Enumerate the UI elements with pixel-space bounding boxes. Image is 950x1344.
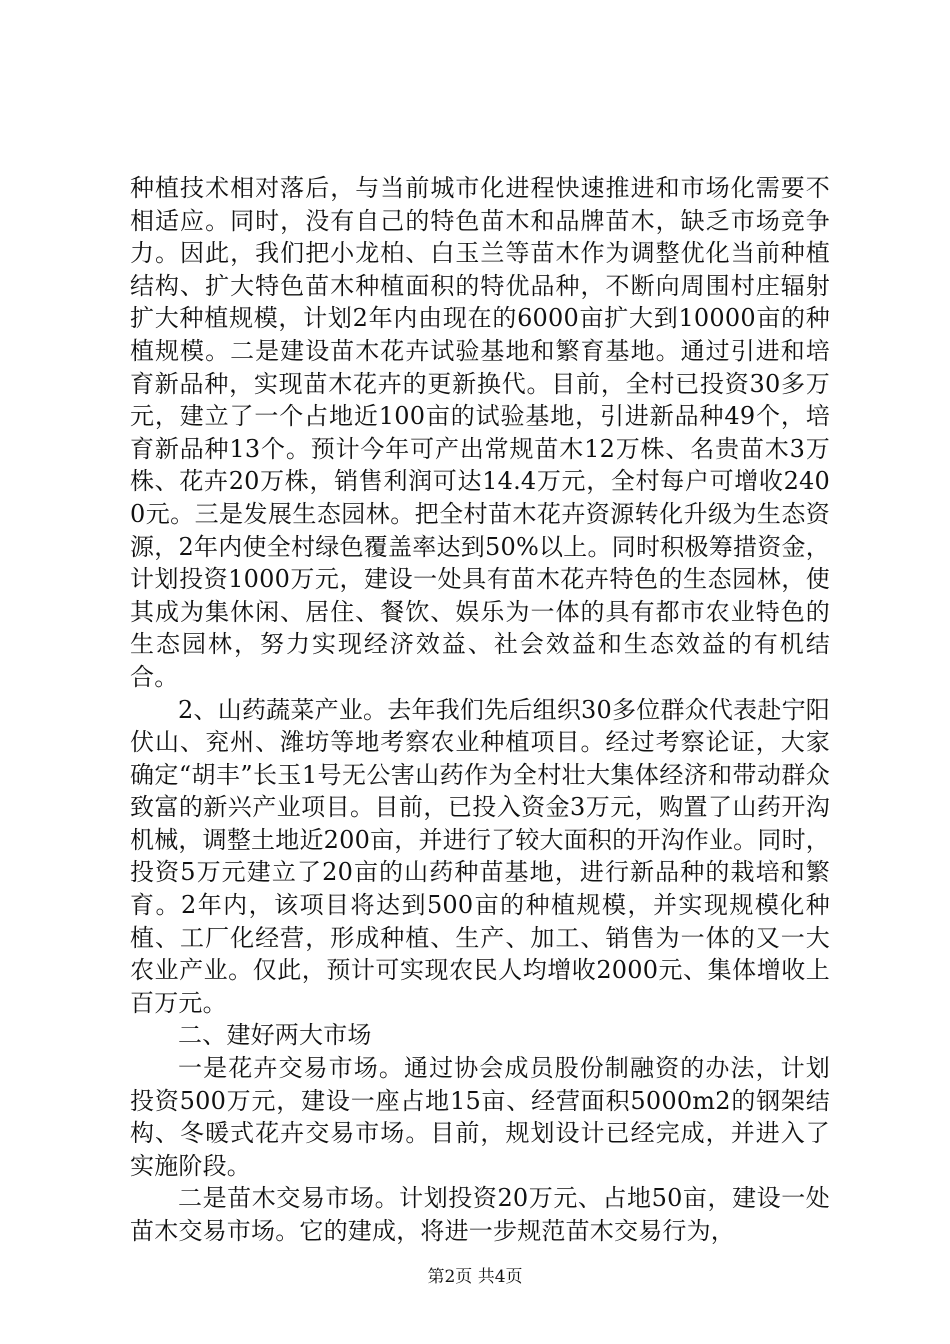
page-footer: 第2页 共4页 xyxy=(427,1267,523,1287)
paragraph-seedling-market: 二是苗木交易市场。计划投资20万元、占地50亩，建设一处苗木交易市场。它的建成，将进一步规范苗木交易行为， xyxy=(130,1184,830,1245)
paragraph-yam-vegetable-industry: 2、山药蔬菜产业。去年我们先后组织30多位群众代表赴宁阳伏山、兖州、潍坊等地考察农业种植项目。经过考察论证，大家确定“胡丰”长玉1号无公害山药作为全村壮大集体经济和带动群众致富的新兴产业项目。目前，已投入资金3万元，购置了山药开沟机械，调整土地近200亩，并进行了较大面积的开沟作业。同时，投资5万元建立了20亩的山药种苗基地，进行新品种的栽培和繁育。2年内，该项目将达到500亩的种植规模，并实现规模化种植、工厂化经营，形成种植、生产、加工、销售为一体的又一大农业产业。仅此，预计可实现农民人均增收2000元、集体增收上百万元。 xyxy=(130,695,830,1017)
section-heading-two-markets: 二、建好两大市场 xyxy=(178,1021,372,1050)
paragraph-flower-market: 一是花卉交易市场。通过协会成员股份制融资的办法，计划投资500万元，建设一座占地15亩、经营面积5000m2的钢架结构、冬暖式花卉交易市场。目前，规划设计已经完成，并进入了实施阶段。 xyxy=(130,1054,830,1180)
paragraph-continuation: 种植技术相对落后，与当前城市化进程快速推进和市场化需要不相适应。同时，没有自己的特色苗木和品牌苗木，缺乏市场竞争力。因此，我们把小龙柏、白玉兰等苗木作为调整优化当前种植结构、扩大特色苗木种植面积的特优品种，不断向周围村庄辐射扩大种植规模，计划2年内由现在的6000亩扩大到10000亩的种植规模。二是建设苗木花卉试验基地和繁育基地。通过引进和培育新品种，实现苗木花卉的更新换代。目前，全村已投资30多万元，建立了一个占地近100亩的试验基地，引进新品种49个，培育新品种13个。预计今年可产出常规苗木12万株、名贵苗木3万株、花卉20万株，销售利润可达14.4万元，全村每户可增收2400元。三是发展生态园林。把全村苗木花卉资源转化升级为生态资源，2年内使全村绿色覆盖率达到50%以上。同时积极筹措资金，计划投资1000万元，建设一处具有苗木花卉特色的生态园林，使其成为集休闲、居住、餐饮、娱乐为一体的具有都市农业特色的生态园林，努力实现经济效益、社会效益和生态效益的有机结合。 xyxy=(130,174,830,691)
document-body xyxy=(130,172,830,1248)
